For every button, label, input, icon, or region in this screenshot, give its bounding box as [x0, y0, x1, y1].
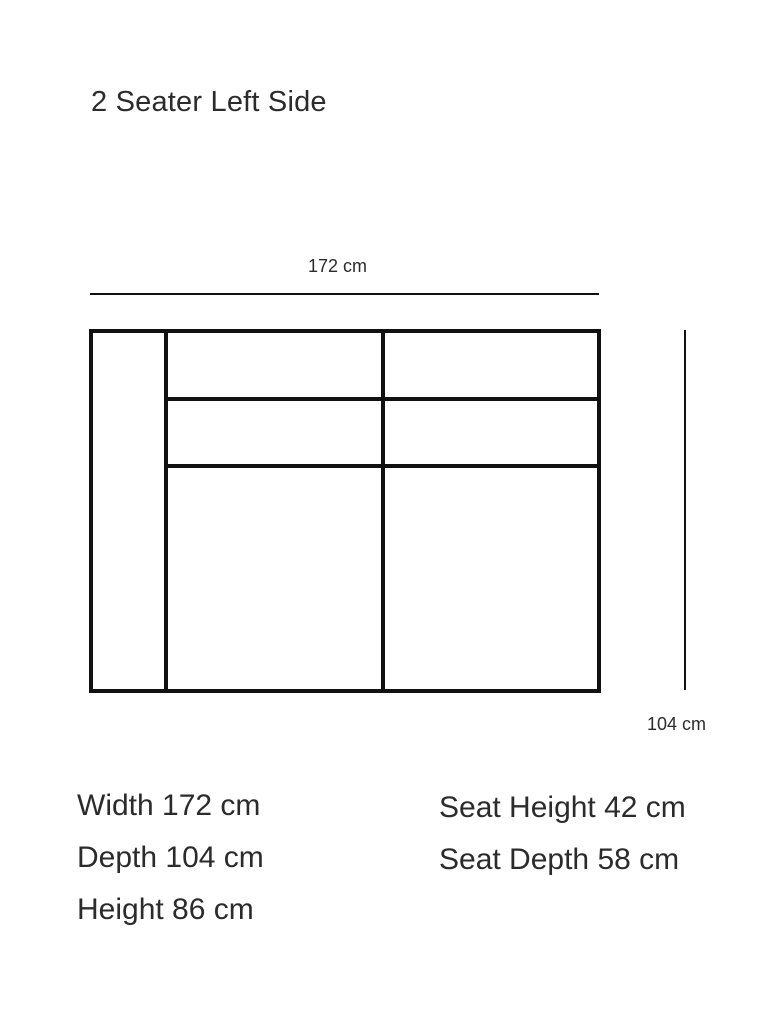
- spec-depth: Depth 104 cm: [77, 841, 264, 874]
- spec-seat-depth: Seat Depth 58 cm: [439, 843, 680, 876]
- spec-width: Width 172 cm: [77, 789, 261, 822]
- spec-seat-height: Seat Height 42 cm: [439, 791, 686, 824]
- spec-height: Height 86 cm: [77, 893, 254, 926]
- depth-dimension-label: 104 cm: [647, 714, 707, 734]
- width-dimension-label: 172 cm: [308, 256, 368, 276]
- product-title: 2 Seater Left Side: [91, 86, 327, 118]
- sofa-outline: [91, 331, 599, 691]
